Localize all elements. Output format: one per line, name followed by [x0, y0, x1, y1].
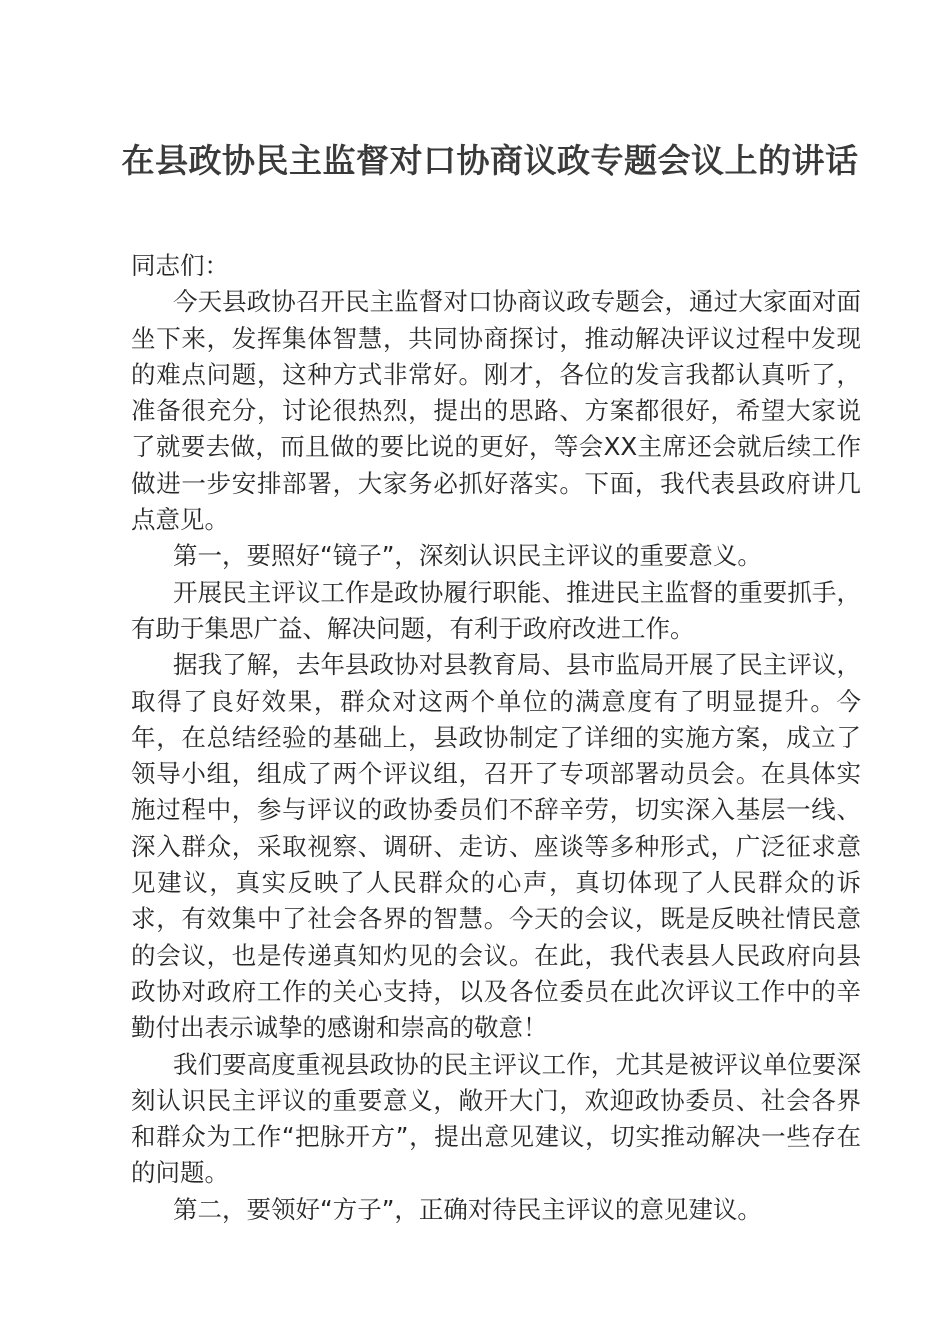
- section-heading-second: 第二，要领好“方子”，正确对待民主评议的意见建议。: [173, 1194, 762, 1224]
- salutation: 同志们：: [131, 251, 229, 280]
- paragraph-opening: 今天县政协召开民主监督对口协商议政专题会，通过大家面对面坐下来，发挥集体智慧，共同协商探讨，推动解决评议过程中发现的难点问题，这种方式非常好。刚才，各位的发言我都认真听了，准备很充分，讨论很热烈，提出的思路、方案都很好，希望大家说了就要去做，而且做的要比说的更好，等会XX主席还会就后续工作做进一步安排部署，大家务必抓好落实。下面，我代表县政府讲几点意见。: [131, 287, 861, 535]
- document-body: [131, 248, 861, 1228]
- document-title: 在县政协民主监督对口协商议政专题会议上的讲话: [121, 141, 859, 180]
- paragraph-review-work: 据我了解，去年县政协对县教育局、县市监局开展了民主评议，取得了良好效果，群众对这两个单位的满意度有了明显提升。今年，在总结经验的基础上，县政协制定了详细的实施方案，成立了领导小组，组成了两个评议组，召开了专项部署动员会。在具体实施过程中，参与评议的政协委员们不辞辛劳，切实深入基层一线、深入群众，采取视察、调研、走访、座谈等多种形式，广泛征求意见建议，真实反映了人民群众的心声，真切体现了人民群众的诉求，有效集中了社会各界的智慧。今天的会议，既是反映社情民意的会议，也是传递真知灼见的会议。在此，我代表县人民政府向县政协对政府工作的关心支持，以及各位委员在此次评议工作中的辛勤付出表示诚挚的感谢和崇高的敬意！: [131, 650, 861, 1043]
- paragraph-significance: 开展民主评议工作是政协履行职能、推进民主监督的重要抓手，有助于集思广益、解决问题，有利于政府改进工作。: [131, 577, 861, 643]
- section-heading-first: 第一，要照好“镜子”，深刻认识民主评议的重要意义。: [173, 541, 762, 571]
- paragraph-emphasis: 我们要高度重视县政协的民主评议工作，尤其是被评议单位要深刻认识民主评议的重要意义，敞开大门，欢迎政协委员、社会各界和群众为工作“把脉开方”，提出意见建议，切实推动解决一些存在的问题。: [131, 1049, 861, 1188]
